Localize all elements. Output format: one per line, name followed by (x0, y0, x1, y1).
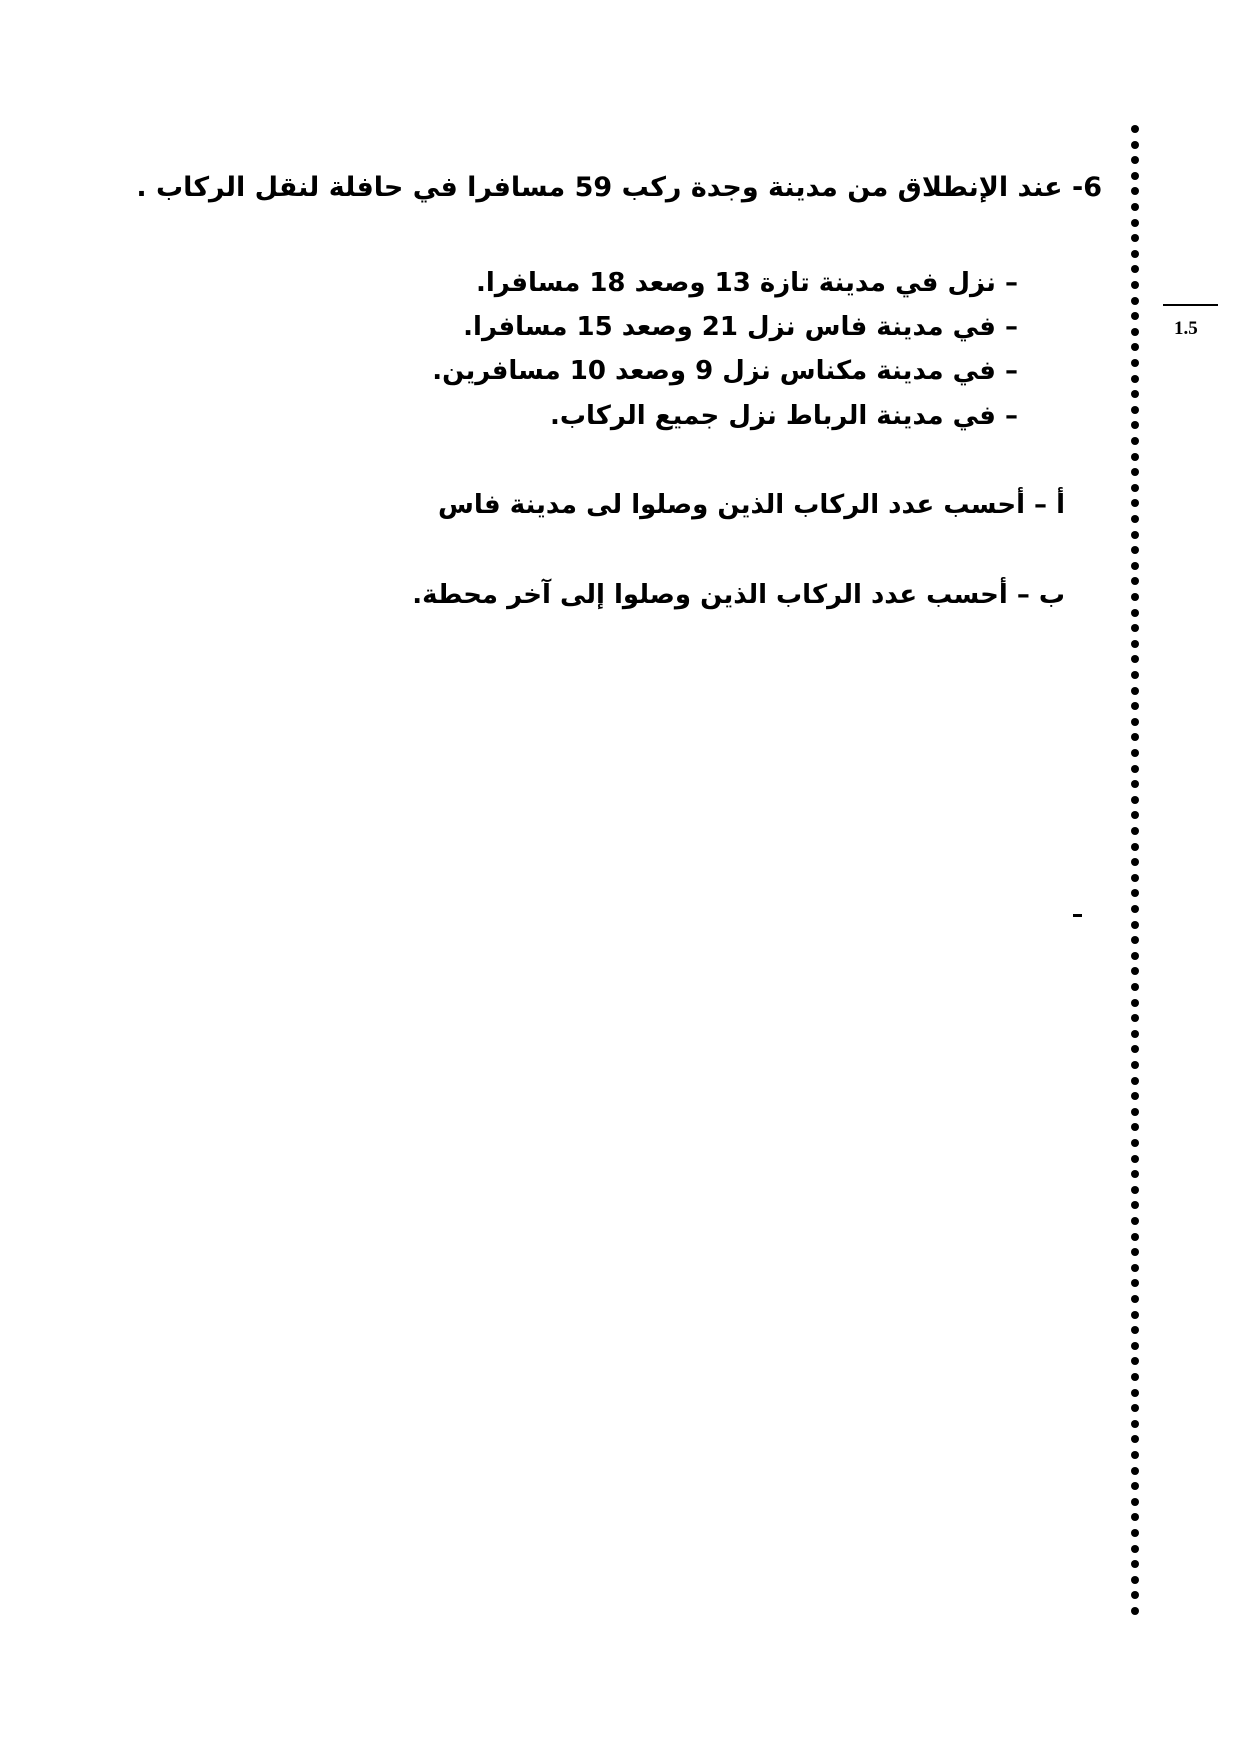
margin-dot (1131, 796, 1139, 804)
margin-dot (1131, 453, 1139, 461)
margin-dot (1131, 1404, 1139, 1412)
margin-dot (1131, 609, 1139, 617)
margin-dot (1131, 484, 1139, 492)
margin-dot (1131, 421, 1139, 429)
margin-dot (1131, 203, 1139, 211)
margin-dot (1131, 468, 1139, 476)
margin-dot (1131, 1576, 1139, 1584)
margin-dot (1131, 827, 1139, 835)
margin-dot (1131, 1108, 1139, 1116)
margin-dot (1131, 936, 1139, 944)
margin-dot (1131, 1498, 1139, 1506)
margin-dot (1131, 1155, 1139, 1163)
margin-dot (1131, 1467, 1139, 1475)
margin-dot (1131, 1607, 1139, 1615)
margin-dot (1131, 1201, 1139, 1209)
margin-dot (1131, 687, 1139, 695)
margin-dot (1131, 562, 1139, 570)
margin-dot (1131, 265, 1139, 273)
margin-dot (1131, 297, 1139, 305)
margin-dot (1131, 1170, 1139, 1178)
margin-dot (1131, 359, 1139, 367)
margin-dot (1131, 1513, 1139, 1521)
margin-dot (1131, 437, 1139, 445)
margin-dot (1131, 1389, 1139, 1397)
margin-dot (1131, 219, 1139, 227)
margin-dot (1131, 1529, 1139, 1537)
margin-dot (1131, 1061, 1139, 1069)
margin-dot (1131, 905, 1139, 913)
margin-dot (1131, 1373, 1139, 1381)
margin-dot (1131, 1482, 1139, 1490)
margin-dot (1131, 1186, 1139, 1194)
margin-dot (1131, 655, 1139, 663)
margin-dot (1131, 1217, 1139, 1225)
margin-dot (1131, 1264, 1139, 1272)
margin-dot (1131, 1326, 1139, 1334)
margin-dot (1131, 1030, 1139, 1038)
event-rabat: – في مدينة الرباط نزل جميع الركاب. (549, 401, 1018, 431)
score-rule (1163, 304, 1218, 306)
margin-dot (1131, 406, 1139, 414)
margin-dot (1131, 718, 1139, 726)
dotted-margin-line (1131, 125, 1139, 1625)
margin-dot (1131, 593, 1139, 601)
margin-dot (1131, 733, 1139, 741)
margin-dot (1131, 141, 1139, 149)
margin-dot (1131, 1591, 1139, 1599)
margin-dot (1131, 780, 1139, 788)
margin-dot (1131, 1560, 1139, 1568)
margin-dot (1131, 671, 1139, 679)
margin-dot (1131, 1279, 1139, 1287)
margin-dot (1131, 499, 1139, 507)
stray-dash (1073, 914, 1082, 917)
margin-dot (1131, 1435, 1139, 1443)
margin-dot (1131, 983, 1139, 991)
margin-dot (1131, 1420, 1139, 1428)
margin-dot (1131, 952, 1139, 960)
margin-dot (1131, 702, 1139, 710)
margin-dot (1131, 281, 1139, 289)
margin-dot (1131, 999, 1139, 1007)
margin-dot (1131, 375, 1139, 383)
margin-dot (1131, 343, 1139, 351)
margin-dot (1131, 1233, 1139, 1241)
margin-dot (1131, 577, 1139, 585)
event-meknes: – في مدينة مكناس نزل 9 وصعد 10 مسافرين. (432, 356, 1018, 386)
margin-dot (1131, 546, 1139, 554)
margin-dot (1131, 749, 1139, 757)
event-taza: – نزل في مدينة تازة 13 وصعد 18 مسافرا. (475, 268, 1018, 298)
margin-dot (1131, 1295, 1139, 1303)
margin-dot (1131, 640, 1139, 648)
margin-dot (1131, 889, 1139, 897)
margin-dot (1131, 1342, 1139, 1350)
margin-dot (1131, 312, 1139, 320)
margin-dot (1131, 515, 1139, 523)
margin-dot (1131, 858, 1139, 866)
margin-dot (1131, 1357, 1139, 1365)
margin-dot (1131, 1092, 1139, 1100)
question-title: 6- عند الإنطلاق من مدينة وجدة ركب 59 مسافرا في حافلة لنقل الركاب . (136, 172, 1102, 203)
margin-dot (1131, 811, 1139, 819)
margin-dot (1131, 1077, 1139, 1085)
margin-dot (1131, 328, 1139, 336)
margin-dot (1131, 187, 1139, 195)
margin-dot (1131, 234, 1139, 242)
margin-dot (1131, 874, 1139, 882)
margin-dot (1131, 921, 1139, 929)
margin-dot (1131, 843, 1139, 851)
margin-dot (1131, 1014, 1139, 1022)
score-value: 1.5 (1174, 318, 1198, 339)
margin-dot (1131, 1311, 1139, 1319)
margin-dot (1131, 156, 1139, 164)
margin-dot (1131, 1045, 1139, 1053)
margin-dot (1131, 624, 1139, 632)
margin-dot (1131, 765, 1139, 773)
margin-dot (1131, 172, 1139, 180)
margin-dot (1131, 250, 1139, 258)
margin-dot (1131, 531, 1139, 539)
sub-question-a: أ – أحسب عدد الركاب الذين وصلوا لى مدينة فاس (438, 490, 1065, 520)
sub-question-b: ب – أحسب عدد الركاب الذين وصلوا إلى آخر محطة. (412, 580, 1065, 610)
event-fes: – في مدينة فاس نزل 21 وصعد 15 مسافرا. (463, 312, 1018, 342)
margin-dot (1131, 1545, 1139, 1553)
margin-dot (1131, 1451, 1139, 1459)
margin-dot (1131, 967, 1139, 975)
margin-dot (1131, 1248, 1139, 1256)
margin-dot (1131, 125, 1139, 133)
margin-dot (1131, 1139, 1139, 1147)
margin-dot (1131, 1123, 1139, 1131)
margin-dot (1131, 390, 1139, 398)
